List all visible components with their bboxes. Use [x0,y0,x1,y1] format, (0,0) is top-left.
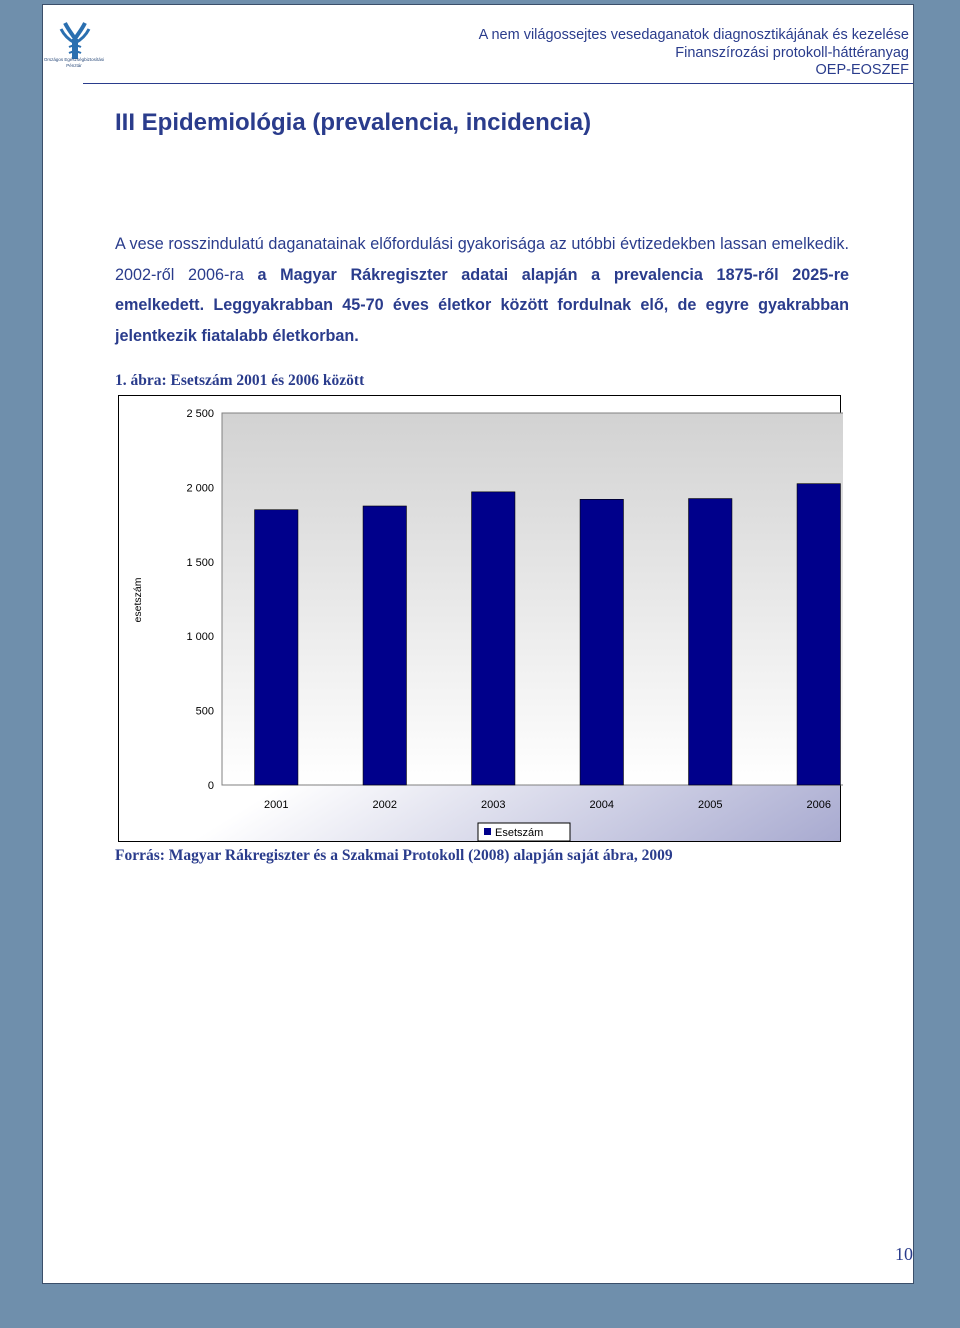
page-number: 10 [895,1244,913,1264]
figure-caption: 1. ábra: Esetszám 2001 és 2006 között [115,372,365,389]
document-page [42,4,914,1284]
header-title: A nem világossejtes vesedaganatok diagnosztikájának és kezelése [478,27,909,43]
y-tick-label: 500 [195,705,214,718]
paragraph-text-normal-2 [204,296,213,314]
paragraph-text-bold-1: a Magyar Rákregiszter adatai alapján a prevalencia 1875-ről 2025-re emelkedett. [115,265,850,315]
x-tick-label: 2004 [589,799,614,811]
bar-2002 [363,506,406,785]
x-tick-label: 2003 [481,799,506,811]
paragraph-text-bold-2: Leggyakrabban 45-70 éves életkor között fordulnak elő, de egyre gyakrabban jelentkezik fiatalabb életkorban. [115,296,850,345]
y-tick-label: 1 500 [186,556,214,569]
body-paragraph [115,229,849,351]
bar-2004 [580,499,623,785]
y-tick-label: 2 000 [186,482,214,495]
y-tick-label: 2 500 [186,408,214,420]
bar-2001 [255,510,298,785]
header-org: OEP-EOSZEF [815,62,909,78]
logo-caption: Országos Egészségbiztosítási Pénztár [43,57,105,68]
y-axis-label: esetszám [132,577,144,623]
y-tick-label: 0 [207,780,214,792]
plot-area [222,413,843,785]
header-divider [83,83,913,84]
bar-2005 [689,499,732,785]
legend-swatch [484,828,491,835]
x-tick-label: 2005 [698,799,723,811]
bar-chart [118,395,843,844]
bar-2006 [797,484,840,785]
x-tick-label: 2006 [806,799,831,811]
paragraph-text-normal-1: A vese rosszindulatú daganatainak előfordulási gyakorisága az utóbbi évtizedekben lassan emelkedik. 2002-ről 2006-ra [115,235,849,284]
document-header [479,27,909,80]
legend-label: Esetszám [495,827,544,839]
section-title: III Epidemiológia (prevalencia, incidencia) [115,109,592,136]
chart-legend [478,823,570,841]
y-tick-label: 1 000 [186,631,214,644]
figure-source: Forrás: Magyar Rákregiszter és a Szakmai Protokoll (2008) alapján saját ábra, 2009 [115,847,673,864]
x-tick-label: 2002 [372,799,397,811]
bar-2003 [472,492,515,785]
x-tick-label: 2001 [264,799,289,811]
header-subtitle: Finanszírozási protokoll-háttéranyag [675,44,909,61]
